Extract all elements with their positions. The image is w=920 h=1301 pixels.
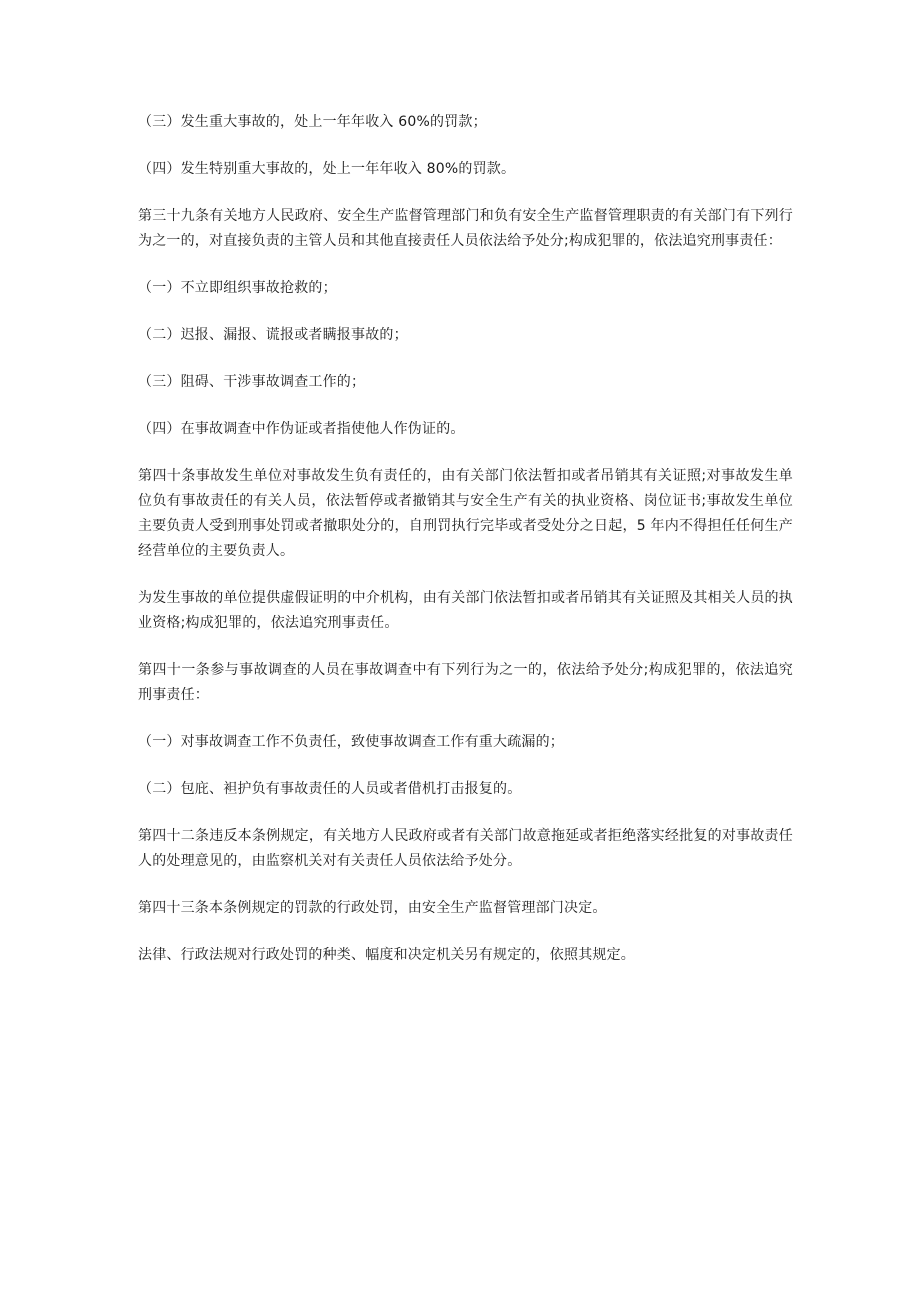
paragraph-article-43-exception: 法律、行政法规对行政处罚的种类、幅度和决定机关另有规定的，依照其规定。 — [138, 947, 635, 963]
paragraph-item-3-fine: （三）发生重大事故的，处上一年年收入 60%的罚款； — [138, 114, 487, 130]
paragraph-article-40-agency: 为发生事故的单位提供虚假证明的中介机构，由有关部门依法暂扣或者吊销其有关证照及其相关人员的执业资格;构成犯罪的，依法追究刑事责任。 — [138, 590, 793, 631]
paragraph-article-41-item-1: （一）对事故调查工作不负责任，致使事故调查工作有重大疏漏的； — [138, 734, 564, 750]
paragraph-article-39-item-3: （三）阻碍、干涉事故调查工作的； — [138, 374, 366, 390]
paragraph-article-39-item-4: （四）在事故调查中作伪证或者指使他人作伪证的。 — [138, 421, 465, 437]
paragraph-article-42: 第四十二条违反本条例规定，有关地方人民政府或者有关部门故意拖延或者拒绝落实经批复的对事故责任人的处理意见的，由监察机关对有关责任人员依法给予处分。 — [138, 828, 793, 869]
paragraph-article-41-item-2: （二）包庇、袒护负有事故责任的人员或者借机打击报复的。 — [138, 781, 522, 797]
paragraph-article-39-item-2: （二）迟报、漏报、谎报或者瞒报事故的； — [138, 327, 408, 343]
paragraph-article-39-item-1: （一）不立即组织事故抢救的； — [138, 280, 337, 296]
paragraph-item-4-fine: （四）发生特别重大事故的，处上一年年收入 80%的罚款。 — [138, 161, 516, 177]
paragraph-article-43: 第四十三条本条例规定的罚款的行政处罚，由安全生产监督管理部门决定。 — [138, 900, 607, 916]
paragraph-article-41: 第四十一条参与事故调查的人员在事故调查中有下列行为之一的，依法给予处分;构成犯罪的，依法追究刑事责任： — [138, 662, 793, 703]
document-body — [138, 110, 793, 968]
paragraph-article-40: 第四十条事故发生单位对事故发生负有责任的，由有关部门依法暂扣或者吊销其有关证照;对事故发生单位负有事故责任的有关人员，依法暂停或者撤销其与安全生产有关的执业资格、岗位证书;事故发生单位主要负责人受到刑事处罚或者撤职处分的，自刑罚执行完毕或者受处分之日起，5 年内不得担任任何生产经营单位的主要负责人。 — [138, 468, 793, 559]
paragraph-article-39: 第三十九条有关地方人民政府、安全生产监督管理部门和负有安全生产监督管理职责的有关部门有下列行为之一的，对直接负责的主管人员和其他直接责任人员依法给予处分;构成犯罪的，依法追究刑事责任： — [138, 208, 793, 249]
